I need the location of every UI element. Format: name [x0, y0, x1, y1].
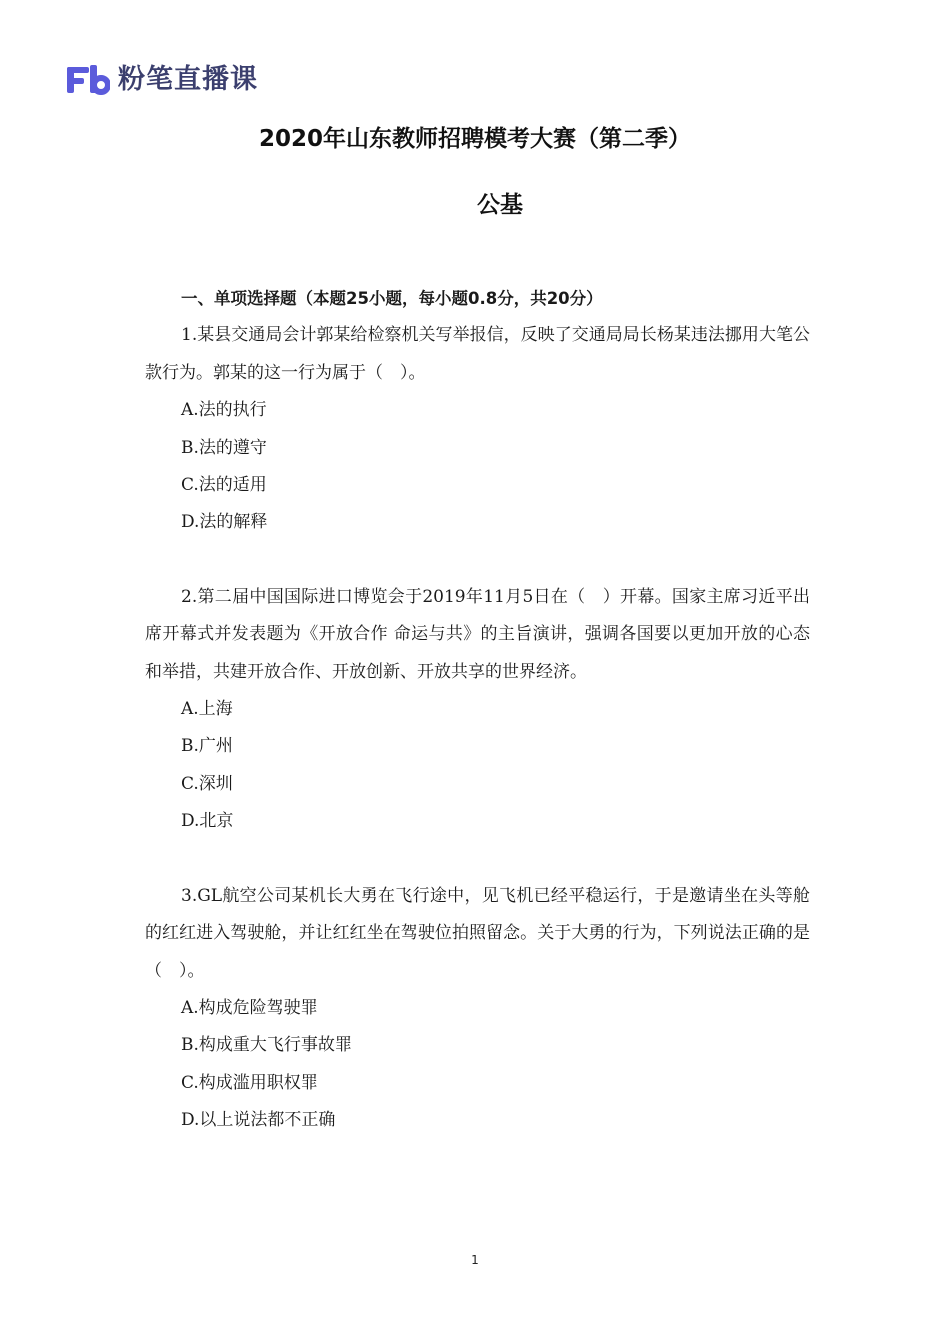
- question-1: [145, 317, 810, 541]
- section-heading: 一、单项选择题（本题25小题，每小题0.8分，共20分）: [181, 289, 603, 308]
- question-stem: 1.某县交通局会计郭某给检察机关写举报信，反映了交通局局长杨某违法挪用大笔公款行为。郭某的这一行为属于（ ）。: [145, 325, 810, 383]
- option-d: D.法的解释: [181, 512, 268, 533]
- option-a: A.构成危险驾驶罪: [181, 997, 318, 1018]
- option-b: B.法的遵守: [181, 437, 267, 458]
- question-stem: 2.第二届中国国际进口博览会于2019年11月5日在（ ）开幕。国家主席习近平出席开幕式并发表题为《开放合作 命运与共》的主旨演讲，强调各国要以更加开放的心态和举措，共建开放合作、开放创新、开放共享的世界经济。: [145, 586, 810, 682]
- option-a: A.法的执行: [181, 400, 267, 421]
- page-number: 1: [471, 1253, 479, 1267]
- question-3: [145, 878, 810, 1140]
- option-d: D.北京: [181, 811, 234, 832]
- question-content: [145, 280, 810, 1140]
- option-a: A.上海: [181, 699, 233, 720]
- option-d: D.以上说法都不正确: [181, 1110, 336, 1131]
- option-c: C.构成滥用职权罪: [181, 1072, 318, 1093]
- option-b: B.广州: [181, 736, 233, 757]
- option-b: B.构成重大飞行事故罪: [181, 1035, 352, 1056]
- document-subtitle: 公基: [477, 192, 523, 218]
- question-stem: 3.GL航空公司某机长大勇在飞行途中，见飞机已经平稳运行，于是邀请坐在头等舱的红红进入驾驶舱，并让红红坐在驾驶位拍照留念。关于大勇的行为，下列说法正确的是（ ）。: [145, 885, 810, 981]
- fb-logo-icon: [66, 64, 110, 96]
- option-c: C.深圳: [181, 773, 233, 794]
- document-title: 2020年山东教师招聘模考大赛（第二季）: [258, 126, 691, 152]
- option-c: C.法的适用: [181, 475, 267, 496]
- question-2: [145, 579, 810, 841]
- brand-logo: [66, 62, 258, 98]
- logo-text: 粉笔直播课: [118, 64, 258, 95]
